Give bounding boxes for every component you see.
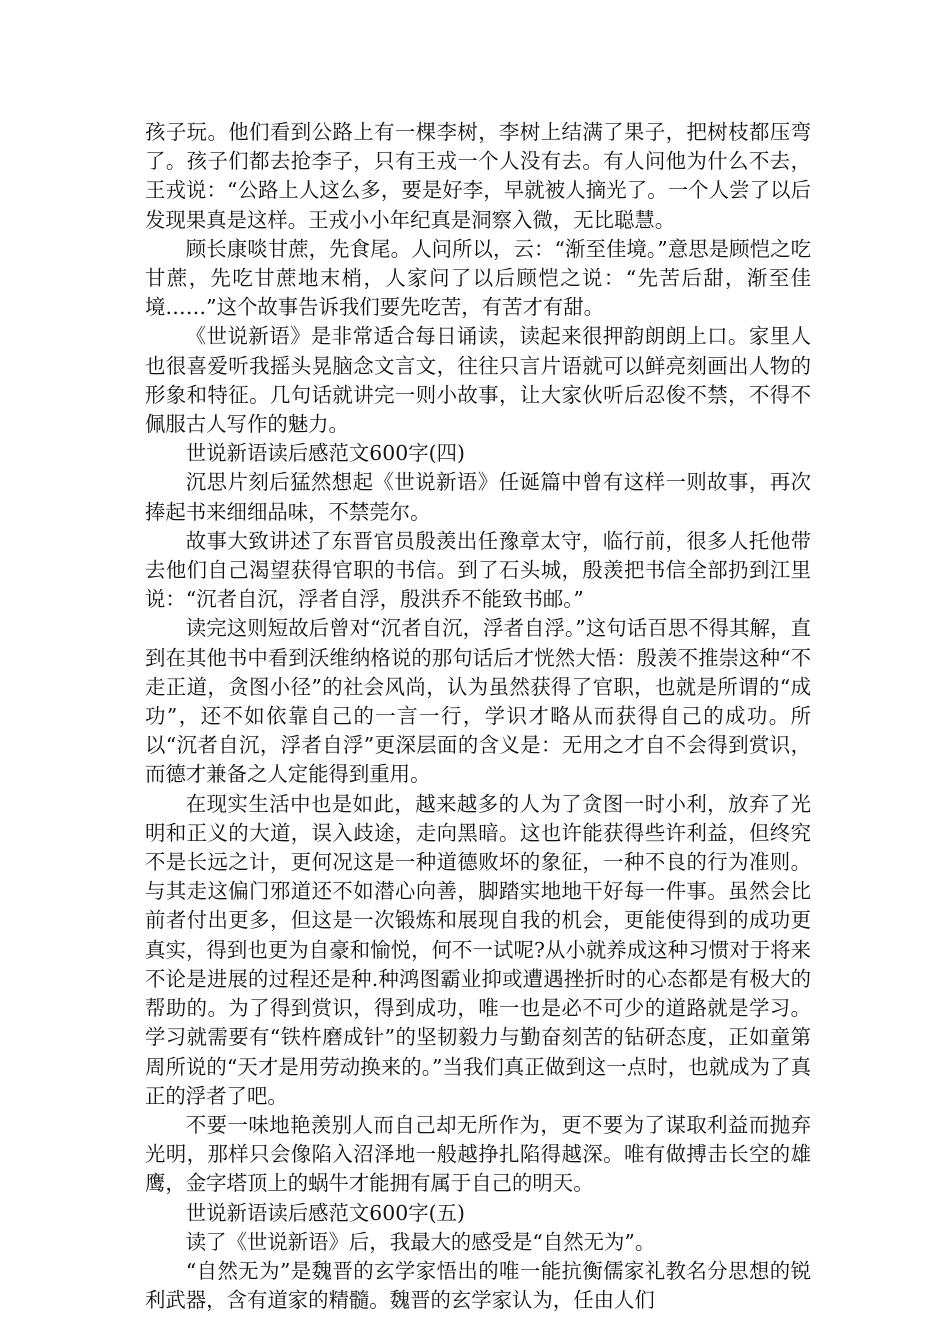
section-heading-4: 世说新语读后感范文600字(四) [185,441,465,466]
paragraph-8: 在现实生活中也是如此，越来越多的人为了贪图一时小利，放弃了光明和正义的大道，误入歧途，走向黑暗。这也许能获得些许利益，但终究不是长远之计，更何况这是一种道德败坏的象征，一种不良的行为准则。与其走这偏门邪道还不如潜心向善，脚踏实地地干好每一件事。虽然会比前者付出更多，但这是一次锻炼和展现自我的机会，更能使得到的成功更真实，得到也更为自豪和愉悦，何不一试呢?从小就养成这种习惯对于将来不论是进展的过程还是种.种鸿图霸业抑或遭遇挫折时的心态都是有极大的帮助的。为了得到赏识，得到成功，唯一也是必不可少的道路就是学习。学习就需要有“铁杵磨成针”的坚韧毅力与勤奋刻苦的钻研态度，正如童第周所说的“天才是用劳动换来的。”当我们真正做到这一点时，也就成为了真正的浮者了吧。 [145,791,811,1108]
section-heading-5: 世说新语读后感范文600字(五) [185,1200,465,1225]
paragraph-2: 顾长康啖甘蔗，先食尾。人问所以，云：“渐至佳境。”意思是顾恺之吃甘蔗，先吃甘蔗地末梢，人家问了以后顾恺之说：“先苦后甜，渐至佳境……”这个故事告诉我们要先吃苦，有苦才有甜。 [145,236,811,320]
paragraph-5: 沉思片刻后猛然想起《世说新语》任诞篇中曾有这样一则故事，再次捧起书来细细品味，不禁莞尔。 [145,470,811,524]
paragraph-11: 读了《世说新语》后，我最大的感受是“自然无为”。 [185,1229,656,1254]
paragraph-9: 不要一味地艳羡别人而自己却无所作为，更不要为了谋取利益而抛弃光明，那样只会像陷入沼泽地一般越挣扎陷得越深。唯有做搏击长空的雄鹰，金字塔顶上的蜗牛才能拥有属于自己的明天。 [145,1112,811,1196]
paragraph-3: 《世说新语》是非常适合每日诵读，读起来很押韵朗朗上口。家里人也很喜爱听我摇头晃脑念文言文，往往只言片语就可以鲜亮刻画出人物的形象和特征。几句话就讲完一则小故事，让大家伙听后忍俊不禁，不得不佩服古人写作的魅力。 [145,324,811,437]
paragraph-1: 孩子玩。他们看到公路上有一棵李树，李树上结满了果子，把树枝都压弯了。孩子们都去抢李子，只有王戎一个人没有去。有人问他为什么不去，王戎说：“公路上人这么多，要是好李，早就被人摘光了。一个人尝了以后发现果真是这样。王戎小小年纪真是洞察入微，无比聪慧。 [145,120,811,232]
paragraph-6: 故事大致讲述了东晋官员殷羡出任豫章太守，临行前，很多人托他带去他们自己渴望获得官职的书信。到了石头城，殷羡把书信全部扔到江里说：“沉者自沉，浮者自浮，殷洪乔不能致书邮。” [145,528,811,612]
paragraph-7: 读完这则短故后曾对“沉者自沉，浮者自浮。”这句话百思不得其解，直到在其他书中看到沃维纳格说的那句话后才恍然大悟：殷羡不推崇这种“不走正道，贪图小径”的社会风尚，认为虽然获得了官职，也就是所谓的“成功”，还不如依靠自己的一言一行，学识才略从而获得自己的成功。所以“沉者自沉，浮者自浮”更深层面的含义是：无用之才自不会得到赏识，而德才兼备之人定能得到重用。 [145,616,811,787]
document-page [145,118,811,1315]
paragraph-12: “自然无为”是魏晋的玄学家悟出的唯一能抗衡儒家礼教名分思想的锐利武器，含有道家的精髓。魏晋的玄学家认为，任由人们 [145,1258,811,1313]
